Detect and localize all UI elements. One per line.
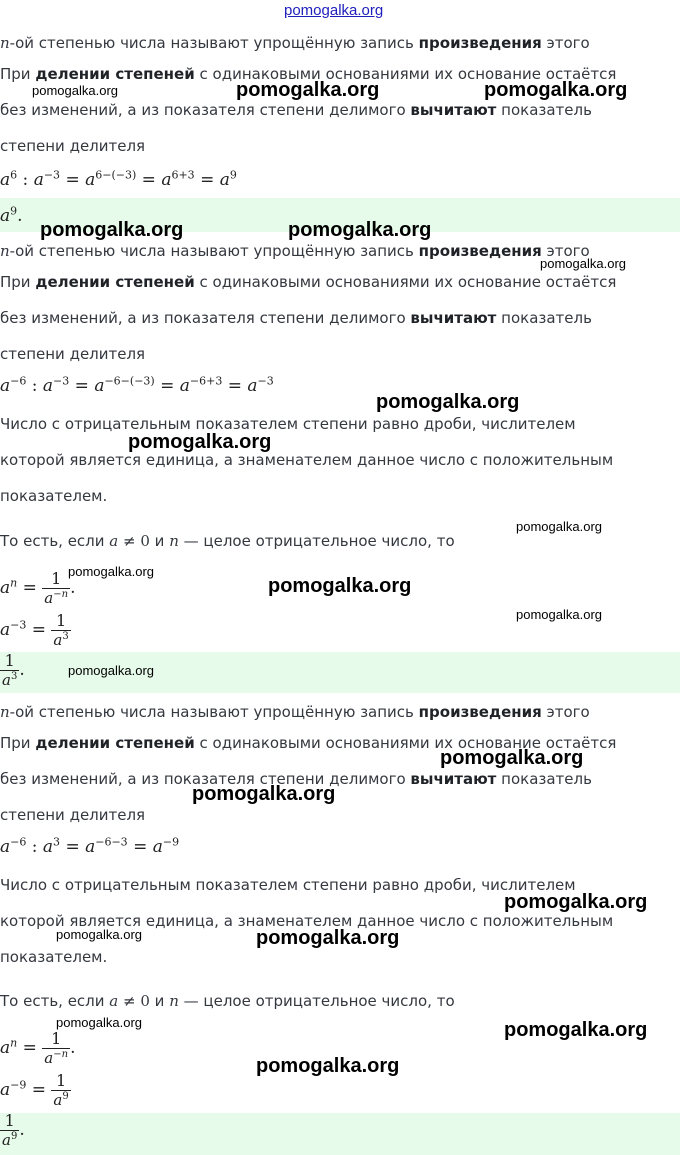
s3-equation	[0, 837, 179, 857]
def-eq: =	[17, 578, 43, 598]
s3-definition	[0, 702, 590, 722]
ans-denominator	[0, 670, 19, 689]
eq-exp: −6−(−3)	[104, 374, 155, 388]
den-base: a	[44, 589, 54, 607]
ans-fraction	[0, 652, 19, 689]
s3-rule2-post: показатель	[496, 770, 592, 788]
eq-sign: =	[127, 837, 153, 857]
eq-base: a	[152, 837, 163, 857]
s3-rule-bold: делении степеней	[35, 734, 195, 752]
ans-numerator: 1	[4, 1111, 15, 1130]
eq-base: a	[85, 170, 96, 190]
den-base: a	[53, 1091, 63, 1109]
cond-and: и	[149, 532, 170, 550]
watermark: pomogalka.org	[256, 1055, 400, 1077]
ex-exp: −9	[10, 1078, 27, 1092]
s2-definition-text: -ой степенью числа называют упрощённую запись	[9, 242, 419, 260]
eq-exp: −6−3	[95, 835, 128, 849]
den-exp: −n	[53, 1049, 69, 1060]
watermark: pomogalka.org	[504, 891, 648, 913]
s2-condition	[0, 531, 455, 551]
s3-definition-end: этого	[541, 703, 590, 721]
eq-sign: =	[154, 376, 180, 396]
watermark: pomogalka.org	[32, 83, 118, 98]
def-eq: =	[17, 1038, 43, 1058]
s3-example-formula	[0, 1072, 71, 1109]
ex-denominator	[51, 1090, 70, 1109]
s3-answer	[0, 1112, 25, 1149]
eq-exp: −9	[162, 835, 180, 849]
s1-definition	[0, 33, 590, 53]
watermark: pomogalka.org	[268, 575, 412, 597]
s2-answer	[0, 652, 25, 689]
eq-exp: 6−(−3)	[95, 168, 137, 182]
ex-eq: =	[26, 620, 52, 640]
watermark: pomogalka.org	[540, 256, 626, 271]
eq-sign: =	[60, 170, 86, 190]
eq-exp: −6	[10, 835, 27, 849]
den-exp: 9	[62, 1091, 69, 1102]
s2-negative-rule-line2: которой является единица, а знаменателем данное число с положительным	[0, 451, 614, 469]
den-base: a	[53, 631, 63, 649]
s1-rule2-bold: вычитают	[410, 101, 497, 119]
watermark: pomogalka.org	[192, 783, 336, 805]
cond-neq: ≠ 0	[118, 532, 150, 550]
ex-numerator: 1	[55, 1071, 67, 1090]
var-n: n	[0, 703, 10, 721]
def-base: a	[0, 1038, 11, 1058]
eq-exp: 3	[53, 835, 61, 849]
eq-base: a	[0, 376, 11, 396]
eq-sign: =	[222, 376, 248, 396]
s3-definition-formula	[0, 1030, 75, 1067]
cond-and: и	[149, 992, 170, 1010]
watermark: pomogalka.org	[504, 1019, 648, 1041]
def-denominator	[42, 1048, 70, 1067]
eq-base: a	[94, 376, 105, 396]
watermark: pomogalka.org	[516, 607, 602, 622]
watermark: pomogalka.org	[128, 431, 272, 453]
s1-rule-bold: делении степеней	[35, 65, 195, 83]
watermark: pomogalka.org	[236, 79, 380, 101]
watermark: pomogalka.org	[56, 927, 142, 942]
s1-rule-line3: степени делителя	[0, 137, 146, 155]
ans-dot: .	[19, 660, 25, 680]
eq-exp: 9	[229, 168, 237, 182]
eq-exp: 6	[10, 168, 18, 182]
watermark: pomogalka.org	[56, 1015, 142, 1030]
eq-base: a	[247, 376, 258, 396]
def-base: a	[0, 578, 11, 598]
eq-base: a	[85, 837, 96, 857]
watermark: pomogalka.org	[256, 927, 400, 949]
ex-exp: −3	[10, 618, 27, 632]
ex-eq: =	[26, 1080, 52, 1100]
cond-var-a: a	[109, 532, 119, 550]
eq-exp: −6+3	[189, 374, 223, 388]
def-denominator	[42, 588, 70, 607]
var-n: n	[0, 242, 10, 260]
s1-rule-pre: При	[0, 65, 36, 83]
eq-base: a	[161, 170, 172, 190]
ex-fraction	[51, 612, 70, 649]
cond-var-a: a	[109, 992, 119, 1010]
eq-base: a	[0, 170, 11, 190]
s2-example-formula	[0, 612, 71, 649]
ans-fraction	[0, 1112, 19, 1149]
watermark: pomogalka.org	[440, 747, 584, 769]
watermark: pomogalka.org	[68, 663, 154, 678]
eq-exp: −6	[10, 374, 27, 388]
def-numerator: 1	[51, 1029, 62, 1048]
ex-base: a	[0, 1080, 11, 1100]
den-exp: 9	[10, 1131, 18, 1142]
cond-neq: ≠ 0	[118, 992, 150, 1010]
s3-rule2-bold: вычитают	[410, 770, 497, 788]
watermark: pomogalka.org	[484, 79, 628, 101]
watermark: pomogalka.org	[68, 564, 154, 579]
ex-fraction	[51, 1072, 70, 1109]
den-base: a	[2, 671, 11, 689]
s3-negative-rule-line2: которой является единица, а знаменателем данное число с положительным	[0, 912, 614, 930]
cond-pre: То есть, если	[0, 992, 110, 1010]
ex-base: a	[0, 620, 11, 640]
watermark: pomogalka.org	[376, 391, 520, 413]
eq-op: :	[26, 376, 43, 396]
cond-var-n: n	[169, 992, 179, 1010]
answer-base: a	[0, 206, 11, 226]
s3-negative-rule-line1: Число с отрицательным показателем степени равно дроби, числителем	[0, 876, 576, 894]
eq-sign: =	[194, 170, 220, 190]
cond-post: — целое отрицательное число, то	[178, 532, 455, 550]
ex-denominator	[51, 630, 70, 649]
s3-definition-text: -ой степенью числа называют упрощённую запись	[9, 703, 419, 721]
eq-base: a	[33, 170, 44, 190]
cond-pre: То есть, если	[0, 532, 110, 550]
s1-definition-text: -ой степенью числа называют упрощённую запись	[9, 34, 419, 52]
cond-post: — целое отрицательное число, то	[178, 992, 455, 1010]
s3-answer-band	[0, 1113, 680, 1155]
eq-exp: −3	[53, 374, 70, 388]
eq-sign: =	[60, 837, 86, 857]
s3-rule2-pre: без изменений, а из показателя степени делимого	[0, 770, 411, 788]
def-dot: .	[70, 578, 76, 598]
site-header-link[interactable]: pomogalka.org	[284, 2, 384, 19]
eq-op: :	[26, 837, 43, 857]
s1-definition-end: этого	[541, 34, 590, 52]
den-base: a	[2, 1131, 11, 1149]
eq-exp: 6+3	[171, 168, 195, 182]
ans-numerator: 1	[4, 651, 15, 670]
eq-base: a	[179, 376, 190, 396]
s2-equation	[0, 376, 274, 396]
answer-exp: 9	[10, 204, 18, 218]
den-exp: 3	[10, 671, 18, 682]
s3-definition-bold: произведения	[418, 703, 542, 721]
s3-rule-line3: степени делителя	[0, 806, 146, 824]
s2-definition-bold: произведения	[418, 242, 542, 260]
watermark: pomogalka.org	[516, 519, 602, 534]
s2-rule-line2	[0, 308, 592, 328]
def-fraction	[42, 1030, 70, 1067]
eq-sign: =	[69, 376, 95, 396]
s1-rule-post: с одинаковыми основаниями их основание остаётся	[194, 65, 617, 83]
answer-dot: .	[17, 206, 23, 226]
s2-rule-post: с одинаковыми основаниями их основание остаётся	[194, 273, 617, 291]
def-fraction	[42, 570, 70, 607]
def-numerator: 1	[51, 569, 62, 588]
s1-answer	[0, 206, 23, 226]
def-exp: n	[10, 576, 18, 590]
s2-rule2-bold: вычитают	[410, 309, 497, 327]
ex-numerator: 1	[55, 611, 67, 630]
s1-definition-bold: произведения	[418, 34, 542, 52]
eq-exp: −3	[257, 374, 274, 388]
eq-exp: −3	[43, 168, 61, 182]
def-dot: .	[70, 1038, 76, 1058]
s2-negative-rule-line1: Число с отрицательным показателем степени равно дроби, числителем	[0, 415, 576, 433]
eq-sign: =	[136, 170, 162, 190]
eq-base: a	[42, 376, 54, 396]
s2-rule-pre: При	[0, 273, 36, 291]
s1-rule-line2	[0, 100, 592, 120]
var-n: n	[0, 34, 10, 52]
watermark: pomogalka.org	[40, 219, 184, 241]
s2-definition-formula	[0, 570, 75, 607]
s2-definition-end: этого	[541, 242, 590, 260]
s2-rule-line1	[0, 272, 616, 292]
s3-rule-pre: При	[0, 734, 36, 752]
s1-rule2-post: показатель	[496, 101, 592, 119]
cond-var-n: n	[169, 532, 179, 550]
eq-op: :	[17, 170, 34, 190]
ans-denominator	[0, 1130, 19, 1149]
s3-rule-post: с одинаковыми основаниями их основание остаётся	[194, 734, 617, 752]
s1-rule2-pre: без изменений, а из показателя степени делимого	[0, 101, 411, 119]
eq-base: a	[0, 837, 11, 857]
watermark: pomogalka.org	[288, 219, 432, 241]
den-base: a	[44, 1049, 54, 1067]
s3-condition	[0, 991, 455, 1011]
eq-base: a	[219, 170, 230, 190]
s2-rule-line3: степени делителя	[0, 345, 146, 363]
ans-dot: .	[19, 1120, 25, 1140]
s3-negative-rule-line3: показателем.	[0, 948, 108, 966]
s2-rule2-pre: без изменений, а из показателя степени делимого	[0, 309, 411, 327]
den-exp: −n	[53, 589, 69, 600]
s2-rule-bold: делении степеней	[35, 273, 195, 291]
def-exp: n	[10, 1036, 18, 1050]
s1-equation	[0, 170, 237, 190]
eq-base: a	[42, 837, 54, 857]
s2-rule2-post: показатель	[496, 309, 592, 327]
s2-definition	[0, 241, 590, 261]
s2-negative-rule-line3: показателем.	[0, 487, 108, 505]
den-exp: 3	[62, 631, 69, 642]
